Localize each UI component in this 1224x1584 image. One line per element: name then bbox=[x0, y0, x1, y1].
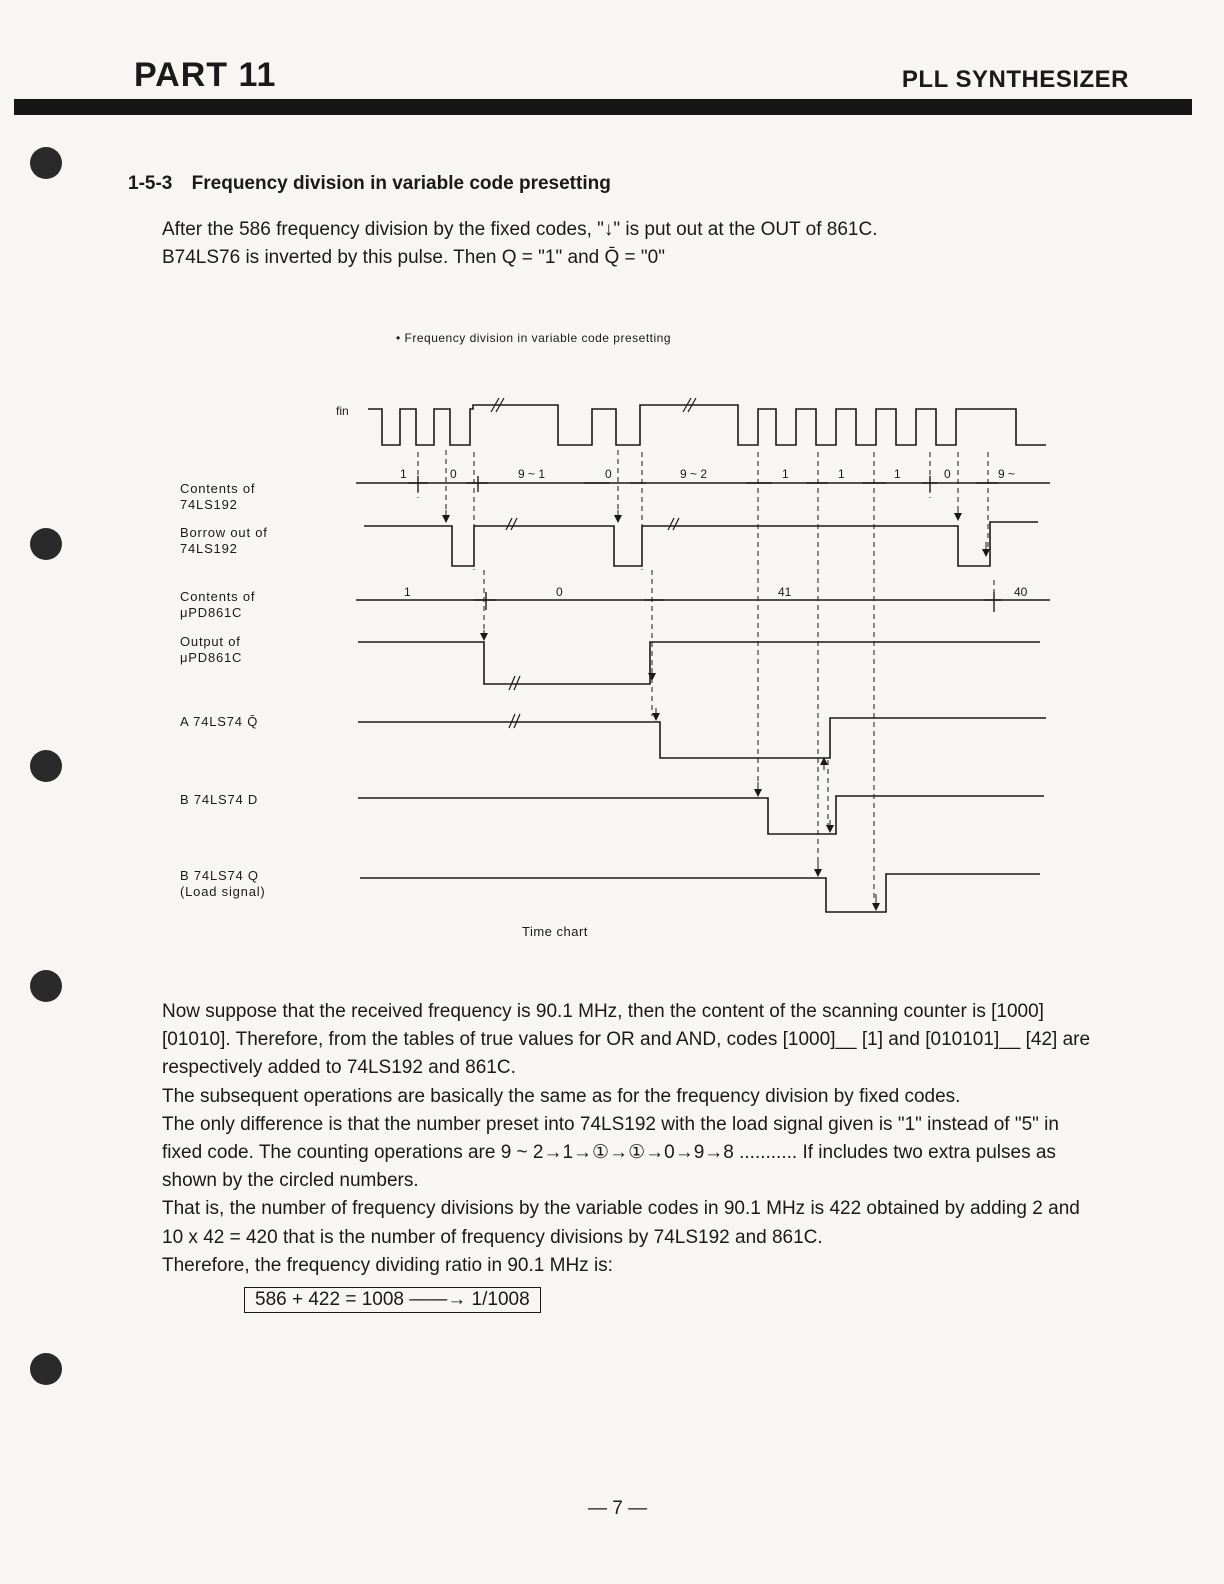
body-paragraph: Now suppose that the received frequency is 90.1 MHz, then the content of the scanning counter is [1000] [01010]. Therefore, from the tables of true values for OR and AND, codes [1000]__ [1] and [010101]__ [42] are respectively added to 74LS192 and 861C. bbox=[162, 1001, 1091, 1079]
signal-label-counter: Contents of 74LS192 bbox=[180, 481, 256, 512]
signal-label-a-qbar: A 74LS74 Q̄ bbox=[180, 714, 259, 729]
counter-value: 1 bbox=[894, 467, 901, 481]
intro-line-1: After the 586 frequency division by the fixed codes, "↓" is put out at the OUT of 861C. bbox=[162, 219, 878, 240]
divider-value: 40 bbox=[1014, 585, 1028, 599]
counter-value: 0 bbox=[450, 467, 457, 481]
intro-line-2: B74LS76 is inverted by this pulse. Then Q = "1" and Q̄ = "0" bbox=[162, 247, 665, 268]
counter-value: 1 bbox=[782, 467, 789, 481]
counter-value: 1 bbox=[838, 467, 845, 481]
divider-value: 1 bbox=[404, 585, 411, 599]
body-paragraph: Therefore, the frequency dividing ratio in 90.1 MHz is: bbox=[162, 1254, 613, 1276]
borrow-out-waveform bbox=[364, 522, 1038, 566]
signal-label-b-q: B 74LS74 Q (Load signal) bbox=[180, 868, 266, 899]
divider-value: 0 bbox=[556, 585, 563, 599]
section-title: PLL SYNTHESIZER bbox=[901, 66, 1129, 93]
a-qbar-waveform bbox=[358, 718, 1046, 758]
body-paragraph: The subsequent operations are basically the same as for the frequency division by fixed codes. bbox=[162, 1085, 961, 1107]
signal-label-b-d: B 74LS74 D bbox=[180, 792, 259, 807]
counter-value: 9 ~ bbox=[998, 467, 1016, 481]
b-q-waveform bbox=[360, 874, 1040, 912]
signal-label-borrow: Borrow out of 74LS192 bbox=[180, 525, 268, 556]
signal-label-divider-output: Output of μPD861C bbox=[180, 634, 243, 665]
counter-value: 0 bbox=[944, 467, 951, 481]
section-heading-text: Frequency division in variable code presetting bbox=[191, 173, 611, 194]
body-paragraph: That is, the number of frequency divisions by the variable codes in 90.1 MHz is 422 obtained by adding 2 and 10 x 42 = 420 that is the number of frequency divisions by 74LS192 and 861C. bbox=[162, 1198, 1080, 1248]
section-number: 1-5-3 bbox=[128, 173, 173, 194]
formula-box: 586 + 422 = 1008 ——→ 1/1008 bbox=[244, 1287, 541, 1313]
signal-label-divider-contents: Contents of μPD861C bbox=[180, 589, 256, 620]
fin-label: fin bbox=[336, 404, 349, 418]
divider-value: 41 bbox=[778, 585, 792, 599]
part-title: PART 11 bbox=[134, 56, 277, 94]
figure-caption: • Frequency division in variable code presetting bbox=[396, 331, 672, 345]
counter-value: 9 ~ 1 bbox=[518, 467, 546, 481]
time-chart-caption: Time chart bbox=[522, 924, 588, 939]
fin-waveform bbox=[368, 405, 1046, 445]
counter-value: 1 bbox=[400, 467, 407, 481]
divider-output-waveform bbox=[358, 642, 1040, 684]
body-paragraph: The only difference is that the number preset into 74LS192 with the load signal given is "1" instead of "5" in fixed code. The counting operations are 9 ~ 2→1→①→①→0→9→8 ........... If includes two extra pulses as shown by the circled numbers. bbox=[162, 1113, 1059, 1192]
b-d-waveform bbox=[358, 796, 1044, 834]
page-number: — 7 — bbox=[588, 1498, 648, 1519]
counter-value: 9 ~ 2 bbox=[680, 467, 708, 481]
counter-value: 0 bbox=[605, 467, 612, 481]
body-text bbox=[162, 998, 1097, 1280]
